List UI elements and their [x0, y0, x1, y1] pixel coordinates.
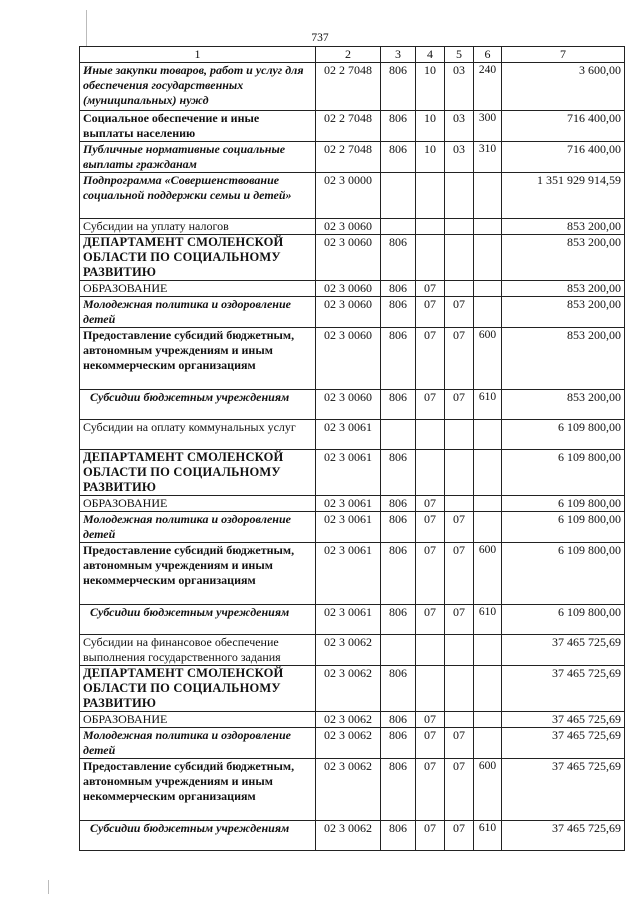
row-expense-type — [474, 297, 502, 328]
table-row — [80, 173, 625, 219]
row-admin-code — [381, 635, 416, 666]
column-header: 4 — [416, 47, 445, 63]
row-expense-type: 600 — [474, 759, 502, 821]
row-admin-code: 806 — [381, 666, 416, 712]
table-row — [80, 63, 625, 111]
row-section — [416, 450, 445, 496]
row-section: 10 — [416, 111, 445, 142]
row-amount: 716 400,00 — [502, 111, 625, 142]
row-target-code: 02 3 0062 — [316, 821, 381, 851]
row-name: Субсидии бюджетным учреждениям — [80, 390, 316, 420]
row-expense-type: 610 — [474, 390, 502, 420]
page-number: 737 — [311, 32, 329, 44]
row-expense-type — [474, 728, 502, 759]
row-subsection: 07 — [445, 390, 474, 420]
row-amount: 853 200,00 — [502, 235, 625, 281]
column-header: 2 — [316, 47, 381, 63]
table-row — [80, 543, 625, 605]
row-target-code: 02 3 0062 — [316, 728, 381, 759]
row-amount: 853 200,00 — [502, 297, 625, 328]
row-admin-code: 806 — [381, 759, 416, 821]
row-name: Субсидии бюджетным учреждениям — [80, 821, 316, 851]
row-target-code: 02 2 7048 — [316, 111, 381, 142]
row-section: 07 — [416, 512, 445, 543]
row-subsection: 07 — [445, 821, 474, 851]
row-target-code: 02 3 0060 — [316, 235, 381, 281]
row-subsection — [445, 235, 474, 281]
table-row — [80, 512, 625, 543]
row-admin-code: 806 — [381, 821, 416, 851]
row-admin-code — [381, 219, 416, 235]
table-row — [80, 450, 625, 496]
row-name: Предоставление субсидий бюджетным, автономным учреждениям и иным некоммерческим организациям — [80, 759, 316, 821]
row-subsection — [445, 666, 474, 712]
row-amount: 853 200,00 — [502, 219, 625, 235]
row-name: Иные закупки товаров, работ и услуг для обеспечения государственных (муниципальных) нужд — [80, 63, 316, 111]
row-admin-code: 806 — [381, 63, 416, 111]
row-section: 07 — [416, 496, 445, 512]
row-amount: 853 200,00 — [502, 281, 625, 297]
row-expense-type — [474, 512, 502, 543]
row-name: ДЕПАРТАМЕНТ СМОЛЕНСКОЙ ОБЛАСТИ ПО СОЦИАЛЬНОМУ РАЗВИТИЮ — [80, 450, 316, 496]
row-amount: 37 465 725,69 — [502, 821, 625, 851]
row-target-code: 02 3 0062 — [316, 666, 381, 712]
row-admin-code: 806 — [381, 496, 416, 512]
row-expense-type — [474, 635, 502, 666]
row-subsection: 07 — [445, 543, 474, 605]
row-subsection: 07 — [445, 728, 474, 759]
row-expense-type: 600 — [474, 328, 502, 390]
row-name: Субсидии на оплату коммунальных услуг — [80, 420, 316, 450]
table-row — [80, 235, 625, 281]
row-admin-code: 806 — [381, 605, 416, 635]
row-name: ОБРАЗОВАНИЕ — [80, 281, 316, 297]
row-expense-type: 610 — [474, 605, 502, 635]
row-admin-code: 806 — [381, 281, 416, 297]
row-expense-type: 310 — [474, 142, 502, 173]
row-name: ДЕПАРТАМЕНТ СМОЛЕНСКОЙ ОБЛАСТИ ПО СОЦИАЛЬНОМУ РАЗВИТИЮ — [80, 235, 316, 281]
row-name: Субсидии на финансовое обеспечение выполнения государственного задания — [80, 635, 316, 666]
row-name: Предоставление субсидий бюджетным, автономным учреждениям и иным некоммерческим организациям — [80, 328, 316, 390]
row-subsection: 07 — [445, 328, 474, 390]
row-subsection — [445, 281, 474, 297]
row-target-code: 02 3 0062 — [316, 759, 381, 821]
row-amount: 6 109 800,00 — [502, 420, 625, 450]
row-target-code: 02 3 0060 — [316, 219, 381, 235]
row-admin-code: 806 — [381, 512, 416, 543]
row-section: 07 — [416, 759, 445, 821]
row-target-code: 02 3 0061 — [316, 605, 381, 635]
row-admin-code — [381, 420, 416, 450]
row-target-code: 02 3 0061 — [316, 512, 381, 543]
row-amount: 6 109 800,00 — [502, 605, 625, 635]
table-row — [80, 281, 625, 297]
row-admin-code: 806 — [381, 450, 416, 496]
row-amount: 6 109 800,00 — [502, 543, 625, 605]
row-section — [416, 420, 445, 450]
row-subsection: 07 — [445, 605, 474, 635]
row-expense-type — [474, 666, 502, 712]
table-row — [80, 759, 625, 821]
row-admin-code: 806 — [381, 235, 416, 281]
row-section: 07 — [416, 281, 445, 297]
row-expense-type: 610 — [474, 821, 502, 851]
row-admin-code: 806 — [381, 390, 416, 420]
table-header-row — [80, 47, 625, 63]
row-name: Предоставление субсидий бюджетным, автономным учреждениям и иным некоммерческим организациям — [80, 543, 316, 605]
table-row — [80, 496, 625, 512]
row-target-code: 02 3 0000 — [316, 173, 381, 219]
row-name: Молодежная политика и оздоровление детей — [80, 512, 316, 543]
row-subsection — [445, 712, 474, 728]
row-subsection: 07 — [445, 759, 474, 821]
row-section: 07 — [416, 543, 445, 605]
row-section: 07 — [416, 328, 445, 390]
row-name: ДЕПАРТАМЕНТ СМОЛЕНСКОЙ ОБЛАСТИ ПО СОЦИАЛЬНОМУ РАЗВИТИЮ — [80, 666, 316, 712]
row-admin-code — [381, 173, 416, 219]
table-row — [80, 219, 625, 235]
row-name: ОБРАЗОВАНИЕ — [80, 496, 316, 512]
row-target-code: 02 3 0061 — [316, 496, 381, 512]
row-admin-code: 806 — [381, 328, 416, 390]
row-subsection — [445, 450, 474, 496]
row-admin-code: 806 — [381, 111, 416, 142]
column-header: 7 — [502, 47, 625, 63]
row-amount: 37 465 725,69 — [502, 728, 625, 759]
row-target-code: 02 3 0061 — [316, 420, 381, 450]
row-amount: 3 600,00 — [502, 63, 625, 111]
table-row — [80, 635, 625, 666]
row-target-code: 02 3 0062 — [316, 635, 381, 666]
row-section — [416, 666, 445, 712]
row-amount: 37 465 725,69 — [502, 759, 625, 821]
row-expense-type — [474, 496, 502, 512]
row-target-code: 02 3 0060 — [316, 297, 381, 328]
row-expense-type — [474, 450, 502, 496]
row-section — [416, 235, 445, 281]
row-expense-type: 600 — [474, 543, 502, 605]
row-name: ОБРАЗОВАНИЕ — [80, 712, 316, 728]
table-row — [80, 420, 625, 450]
row-subsection: 03 — [445, 142, 474, 173]
table-row — [80, 328, 625, 390]
scan-mark — [86, 10, 87, 46]
row-expense-type: 240 — [474, 63, 502, 111]
row-admin-code: 806 — [381, 712, 416, 728]
row-subsection — [445, 420, 474, 450]
row-subsection: 07 — [445, 297, 474, 328]
column-header: 3 — [381, 47, 416, 63]
table-row — [80, 297, 625, 328]
row-section: 07 — [416, 728, 445, 759]
row-name: Субсидии бюджетным учреждениям — [80, 605, 316, 635]
row-amount: 37 465 725,69 — [502, 712, 625, 728]
row-admin-code: 806 — [381, 728, 416, 759]
column-header: 6 — [474, 47, 502, 63]
row-name: Молодежная политика и оздоровление детей — [80, 297, 316, 328]
row-expense-type: 300 — [474, 111, 502, 142]
row-admin-code: 806 — [381, 297, 416, 328]
table-row — [80, 390, 625, 420]
budget-table — [79, 46, 625, 851]
row-expense-type — [474, 281, 502, 297]
table-row — [80, 821, 625, 851]
row-section: 07 — [416, 712, 445, 728]
table-row — [80, 728, 625, 759]
row-target-code: 02 3 0062 — [316, 712, 381, 728]
row-amount: 37 465 725,69 — [502, 666, 625, 712]
row-section — [416, 219, 445, 235]
row-section: 10 — [416, 63, 445, 111]
row-expense-type — [474, 219, 502, 235]
row-section — [416, 173, 445, 219]
row-target-code: 02 3 0060 — [316, 328, 381, 390]
row-expense-type — [474, 173, 502, 219]
row-expense-type — [474, 420, 502, 450]
row-target-code: 02 3 0061 — [316, 450, 381, 496]
row-expense-type — [474, 712, 502, 728]
row-target-code: 02 2 7048 — [316, 63, 381, 111]
column-header: 1 — [80, 47, 316, 63]
row-section — [416, 635, 445, 666]
table-row — [80, 111, 625, 142]
row-amount: 6 109 800,00 — [502, 450, 625, 496]
row-subsection — [445, 219, 474, 235]
table-row — [80, 142, 625, 173]
row-target-code: 02 3 0060 — [316, 281, 381, 297]
row-amount: 853 200,00 — [502, 390, 625, 420]
table-row — [80, 712, 625, 728]
row-subsection: 03 — [445, 63, 474, 111]
row-amount: 1 351 929 914,59 — [502, 173, 625, 219]
row-admin-code: 806 — [381, 142, 416, 173]
row-subsection — [445, 496, 474, 512]
row-amount: 853 200,00 — [502, 328, 625, 390]
row-section: 07 — [416, 605, 445, 635]
table-row — [80, 605, 625, 635]
row-amount: 37 465 725,69 — [502, 635, 625, 666]
row-target-code: 02 3 0061 — [316, 543, 381, 605]
row-subsection — [445, 635, 474, 666]
row-target-code: 02 3 0060 — [316, 390, 381, 420]
row-section: 07 — [416, 297, 445, 328]
row-section: 07 — [416, 390, 445, 420]
row-name: Молодежная политика и оздоровление детей — [80, 728, 316, 759]
row-amount: 716 400,00 — [502, 142, 625, 173]
row-target-code: 02 2 7048 — [316, 142, 381, 173]
row-expense-type — [474, 235, 502, 281]
row-section: 07 — [416, 821, 445, 851]
row-amount: 6 109 800,00 — [502, 496, 625, 512]
column-header: 5 — [445, 47, 474, 63]
row-name: Социальное обеспечение и иные выплаты населению — [80, 111, 316, 142]
row-amount: 6 109 800,00 — [502, 512, 625, 543]
row-subsection: 03 — [445, 111, 474, 142]
scan-mark — [48, 880, 49, 894]
row-section: 10 — [416, 142, 445, 173]
table-row — [80, 666, 625, 712]
row-name: Подпрограмма «Совершенствование социальной поддержки семьи и детей» — [80, 173, 316, 219]
row-name: Публичные нормативные социальные выплаты гражданам — [80, 142, 316, 173]
row-subsection: 07 — [445, 512, 474, 543]
row-subsection — [445, 173, 474, 219]
row-admin-code: 806 — [381, 543, 416, 605]
row-name: Субсидии на уплату налогов — [80, 219, 316, 235]
